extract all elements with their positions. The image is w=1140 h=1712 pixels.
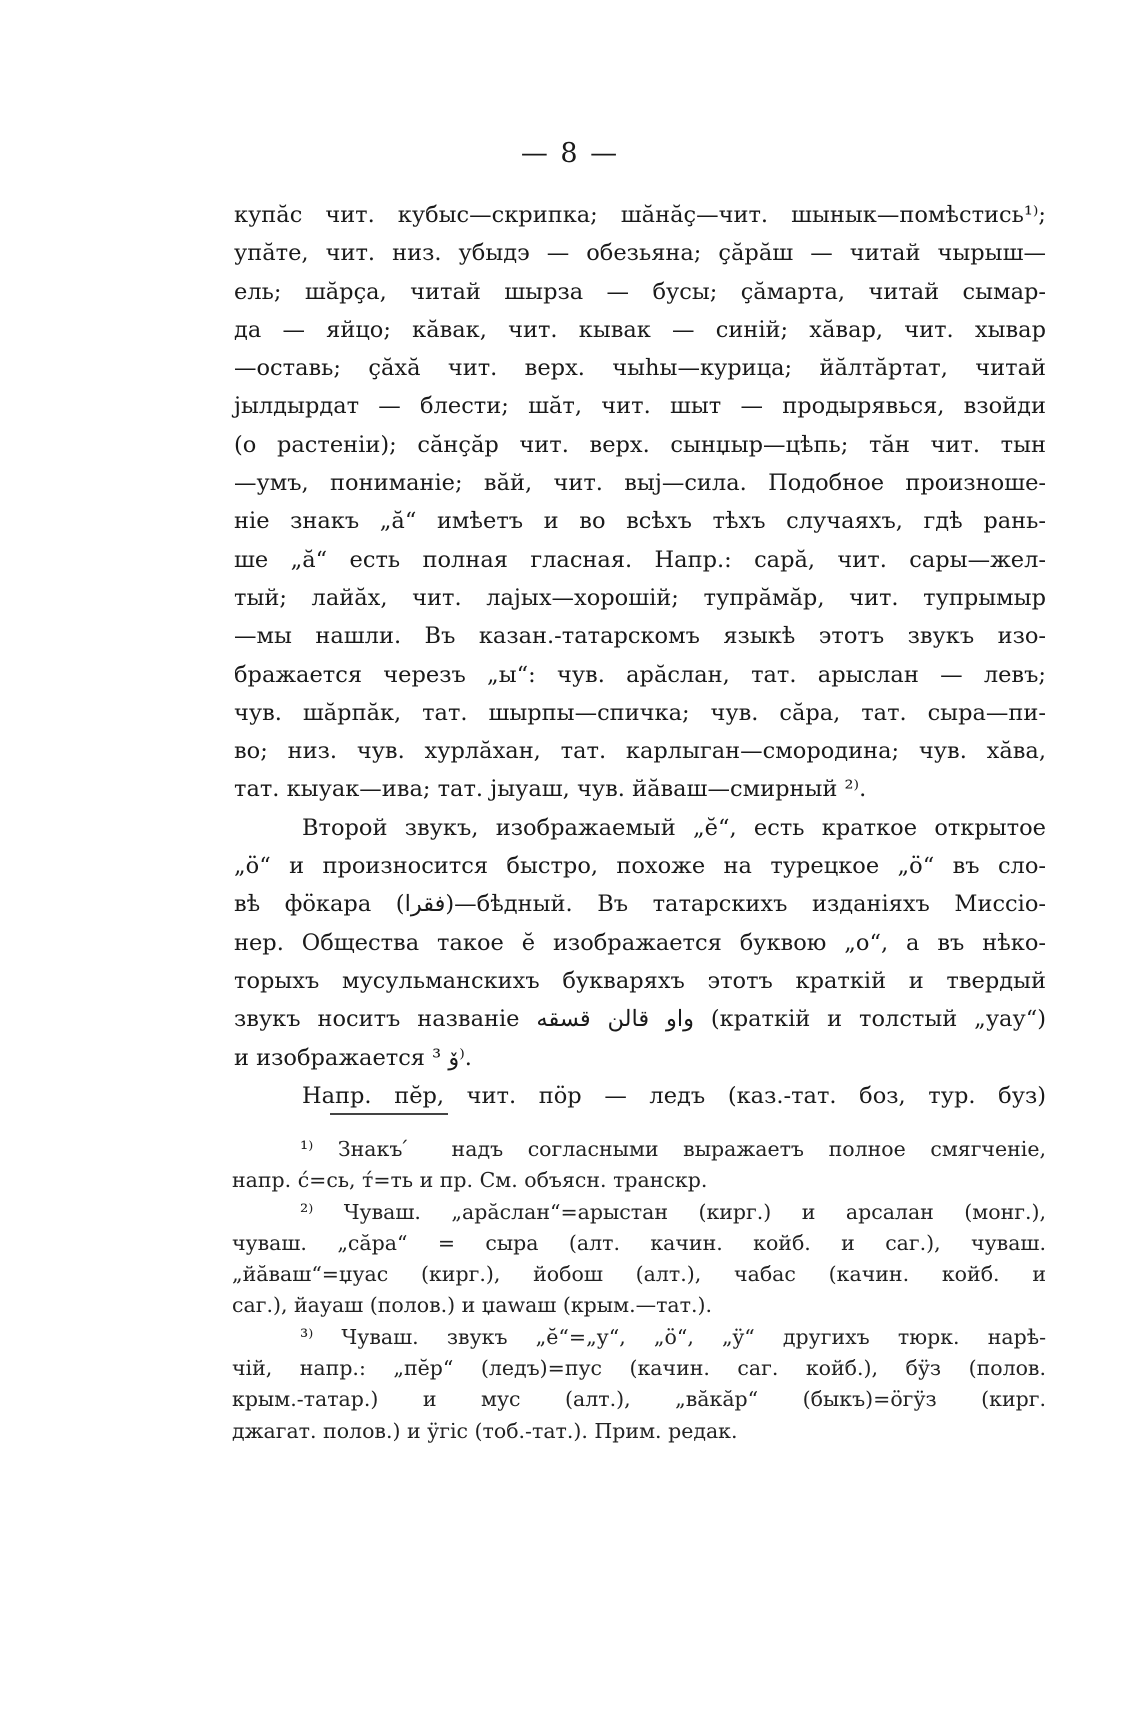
paragraph-line: Второй звукъ, изображаемый „ӗ“, есть краткое открытое	[302, 814, 1046, 841]
footnote-line: напр. с́=сь, т́=ть и пр. См. объясн. транскр.	[232, 1168, 708, 1193]
text-line: тат. кыуак—ива; тат. јыуаш, чув. йӑваш—смирный ²⁾.	[234, 776, 867, 803]
text-line: jылдырдат — блести; шӑт, чит. шыт — продырявься, взойди	[234, 393, 1046, 420]
footnotes	[232, 1134, 1046, 1447]
text-line: упӑте, чит. низ. убыдэ — обезьяна; ҫӑрӑш — читай чырыш—	[234, 240, 1046, 267]
text-line: —оставь; ҫӑхӑ чит. верх. чыhы—курица; йӑлтӑртат, читай	[234, 355, 1046, 382]
footnote-line: саг.), йауаш (полов.) и џаwаш (крым.—тат.).	[232, 1293, 713, 1318]
footnote-line: чуваш. „сӑра“ = сыра (алт. качин. койб. и саг.), чуваш.	[232, 1230, 1046, 1255]
page-number: — 8 —	[520, 138, 620, 169]
paragraph-line: торыхъ мусульманскихъ букваряхъ этотъ краткій и твердый	[234, 967, 1046, 994]
text-line: чув. шӑрпӑк, тат. шырпы—спичка; чув. сӑра, тат. сыра—пи-	[234, 699, 1046, 726]
paragraph-line: и изображается وٚ ³⁾.	[234, 1044, 472, 1071]
text-line: купӑс чит. кубыс—скрипка; шӑнӑҫ—чит. шынык—помѣстись¹⁾;	[234, 202, 1046, 228]
main-text	[234, 196, 1046, 1115]
footnote-line: джагат. полов.) и ӱгіс (тоб.-тат.). Прим. редак.	[232, 1418, 738, 1443]
footnote-line: „йӑваш“=џуас (кирг.), йобош (алт.), чабас (качин. койб. и	[232, 1262, 1046, 1287]
paragraph-line: „ö“ и произносится быстро, похоже на турецкое „ö“ въ сло-	[234, 853, 1046, 880]
text-line: ель; шӑрҫа, читай шырза — бусы; ҫӑмарта, читай сымар-	[234, 278, 1046, 305]
text-line: (о растеніи); сӑнҫӑр чит. верх. сынџыр—цѣпь; тӑн чит. тын	[234, 431, 1046, 458]
paragraph-line: нер. Общества такое ӗ изображается буквою „о“, а въ нѣко-	[234, 929, 1046, 956]
text-line: —мы нашли. Въ казан.-татарскомъ языкѣ этотъ звукъ изо-	[234, 623, 1046, 650]
footnote-line: ³⁾ Чуваш. звукъ „ӗ“=„у“, „ö“, „ÿ“ другихъ тюрк. нарѣ-	[300, 1324, 1046, 1349]
footnote-line: ²⁾ Чуваш. „арӑслан“=арыстан (кирг.) и арсалан (монг.),	[300, 1199, 1046, 1224]
footnote-line: ¹⁾ Знакъ ́ надъ согласными выражаетъ полное смягченіе,	[300, 1137, 1046, 1161]
footnote-line: чій, напр.: „пӗр“ (ледъ)=пус (качин. саг. койб.), бӱз (полов.	[232, 1356, 1046, 1381]
footnote-line: крым.-татар.) и мус (алт.), „вӑкӑр“ (быкъ)=öгӱз (кирг.	[232, 1387, 1046, 1412]
paragraph-line: вѣ фӧкара (فقرا)—бѣдный. Въ татарскихъ изданіяхъ Миссіо-	[234, 891, 1046, 918]
text-line: да — яйцо; кӑвак, чит. кывак — синій; хӑвар, чит. хывар	[234, 316, 1046, 343]
text-line: ше „ӑ“ есть полная гласная. Напр.: сарӑ, чит. сары—жел-	[234, 546, 1046, 573]
text-line: —умъ, пониманіе; вӑй, чит. выј—сила. Подобное произноше-	[234, 470, 1046, 497]
text-line: тый; лайӑх, чит. лајых—хорошій; тупрӑмӑр, чит. тупрымыр	[234, 584, 1046, 611]
paragraph-line: звукъ носитъ названіе واو قالن قسقه (краткій и толстый „уау“)	[234, 1006, 1046, 1033]
paragraph-line: Напр. пӗр, чит. пӧр — ледъ (каз.-тат. боз, тур. буз)	[302, 1082, 1046, 1109]
text-line: бражается черезъ „ы“: чув. арӑслан, тат. арыслан — левъ;	[234, 661, 1046, 688]
text-line: во; низ. чув. хурлӑхан, тат. карлыган—смородина; чув. хӑва,	[234, 738, 1046, 765]
footnote-divider	[330, 1113, 448, 1115]
text-line: ніе знакъ „ӑ“ имѣетъ и во всѣхъ тѣхъ случаяхъ, гдѣ рань-	[234, 508, 1046, 535]
